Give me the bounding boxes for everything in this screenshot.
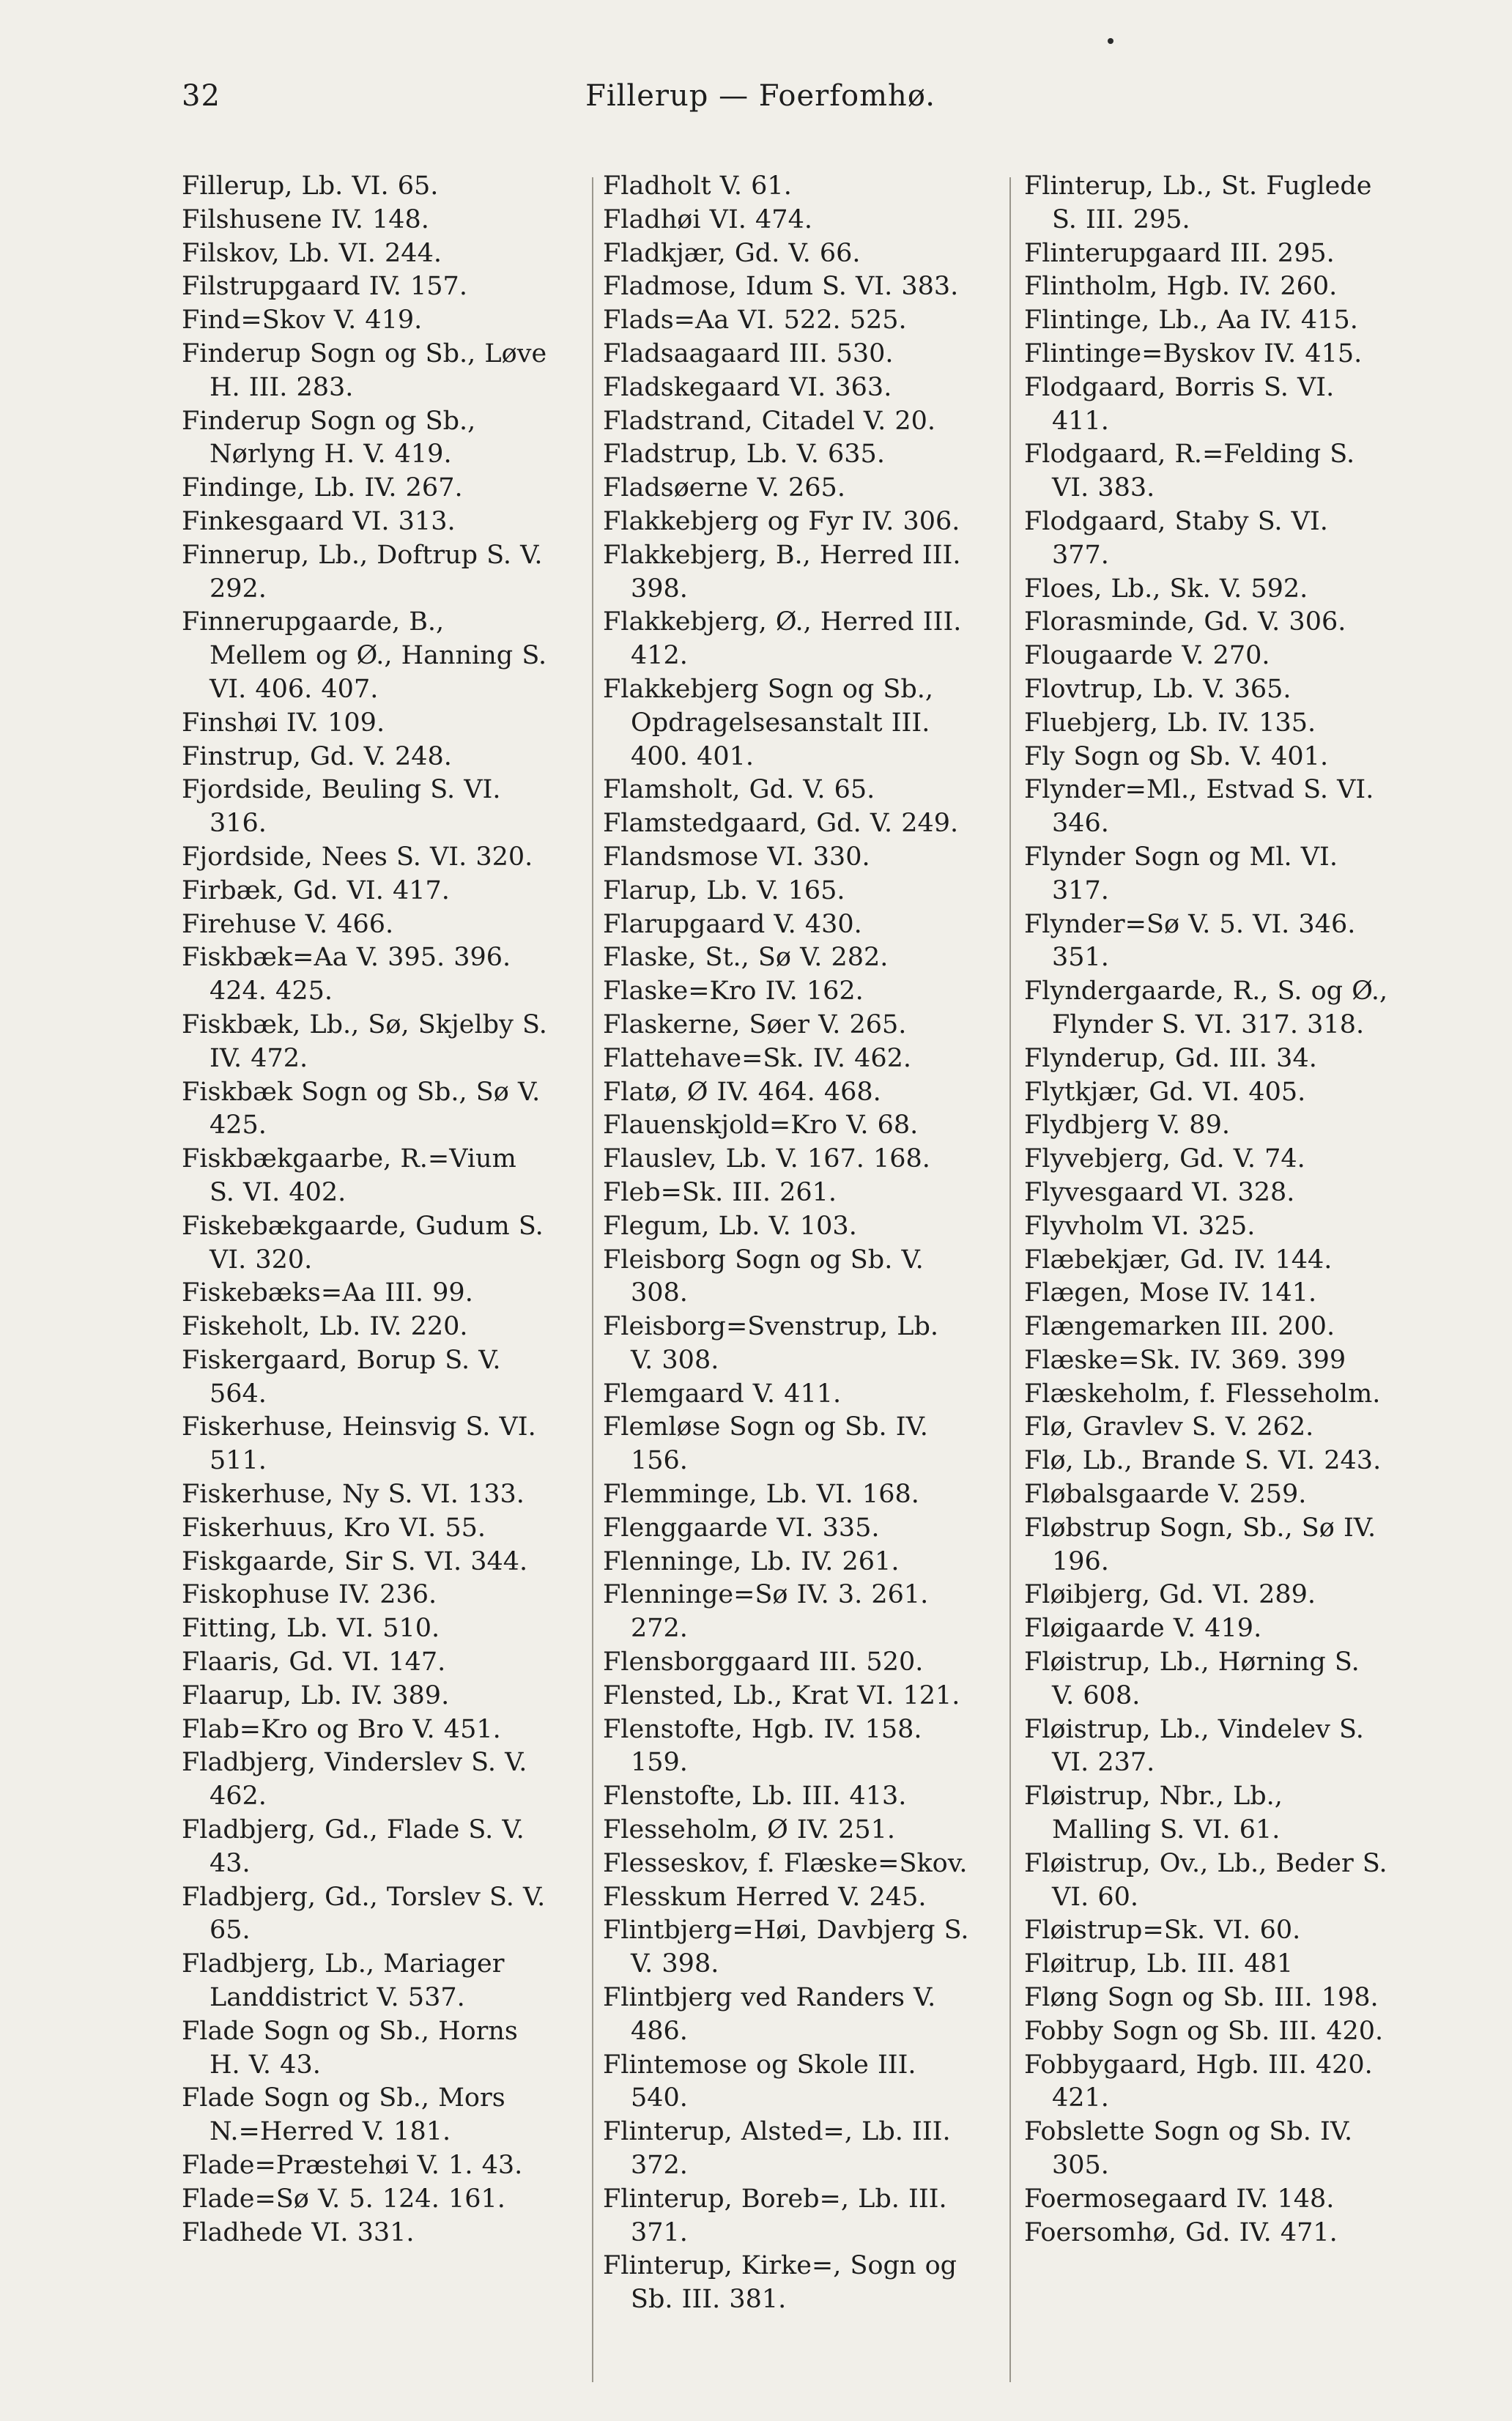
- index-entry: Flade Sogn og Sb., Horns H. V. 43.: [182, 2016, 518, 2080]
- index-entry: Fiskerhuus, Kro VI. 55.: [182, 1513, 486, 1543]
- index-entry: Fiskbækgaarbe, R.=Vium S. VI. 402.: [182, 1144, 516, 1207]
- index-entry: Flamsholt, Gd. V. 65.: [603, 775, 875, 805]
- index-entry: Fløistrup, Ov., Lb., Beder S. VI. 60.: [1024, 1848, 1387, 1912]
- index-entry: Flenninge, Lb. IV. 261.: [603, 1546, 900, 1576]
- index-entry: Finkesgaard VI. 313.: [182, 506, 456, 536]
- index-entry: Flodgaard, Staby S. VI. 377.: [1024, 506, 1328, 570]
- index-entry: Flade Sogn og Sb., Mors N.=Herred V. 181.: [182, 2083, 505, 2147]
- index-entry: Fluebjerg, Lb. IV. 135.: [1024, 708, 1316, 738]
- index-entry: Flatø, Ø IV. 464. 468.: [603, 1077, 881, 1107]
- index-entry: Firehuse V. 466.: [182, 909, 394, 939]
- index-entry: Fløistrup=Sk. VI. 60.: [1024, 1916, 1301, 1946]
- index-entry: Fobbygaard, Hgb. III. 420. 421.: [1024, 2050, 1373, 2113]
- index-entry: Fjordside, Beuling S. VI. 316.: [182, 775, 501, 839]
- index-entry: Flarup, Lb. V. 165.: [603, 875, 845, 905]
- index-entry: Fiskgaarde, Sir S. VI. 344.: [182, 1546, 528, 1576]
- index-entry: Flenninge=Sø IV. 3. 261. 272.: [603, 1580, 929, 1644]
- index-entry: Fladbjerg, Vinderslev S. V. 462.: [182, 1748, 527, 1812]
- index-entry: Finstrup, Gd. V. 248.: [182, 741, 452, 771]
- index-entry: Flade=Sø V. 5. 124. 161.: [182, 2184, 505, 2214]
- index-entry: Fiskbæk=Aa V. 395. 396. 424. 425.: [182, 943, 511, 1006]
- index-entry: Flemminge, Lb. VI. 168.: [603, 1480, 919, 1510]
- index-entry: Flattehave=Sk. IV. 462.: [603, 1043, 912, 1073]
- index-entry: Fladstrup, Lb. V. 635.: [603, 440, 885, 470]
- index-column-2: [603, 170, 969, 2317]
- index-entry: Flemløse Sogn og Sb. IV. 156.: [603, 1412, 928, 1476]
- index-column-1: [182, 170, 548, 2250]
- index-entry: Flyvholm VI. 325.: [1024, 1211, 1256, 1241]
- index-entry: Fladhede VI. 331.: [182, 2217, 415, 2247]
- index-entry: Flauenskjold=Kro V. 68.: [603, 1111, 919, 1141]
- index-entry: Fiskebæks=Aa III. 99.: [182, 1278, 473, 1308]
- index-entry: Foermosegaard IV. 148.: [1024, 2184, 1335, 2214]
- index-entry: Flæskeholm, f. Flesseholm.: [1024, 1379, 1381, 1409]
- index-entry: Flyvebjerg, Gd. V. 74.: [1024, 1144, 1305, 1174]
- index-entry: Fløigaarde V. 419.: [1024, 1614, 1262, 1644]
- index-entry: Flensborggaard III. 520.: [603, 1647, 924, 1677]
- index-entry: Flegum, Lb. V. 103.: [603, 1211, 857, 1241]
- index-entry: Floes, Lb., Sk. V. 592.: [1024, 574, 1308, 604]
- index-entry: Firbæk, Gd. VI. 417.: [182, 875, 450, 905]
- index-entry: Flaske=Kro IV. 162.: [603, 976, 864, 1006]
- index-entry: Fløitrup, Lb. III. 481: [1024, 1949, 1294, 1979]
- index-entry: Fiskbæk, Lb., Sø, Skjelby S. IV. 472.: [182, 1009, 547, 1073]
- index-entry: Flenstofte, Hgb. IV. 158. 159.: [603, 1714, 922, 1778]
- page-number: 32: [182, 79, 220, 113]
- index-entry: Flinterup, Boreb=, Lb. III. 371.: [603, 2184, 947, 2247]
- index-entry: Flakkebjerg og Fyr IV. 306.: [603, 506, 960, 536]
- index-entry: Flesseskov, f. Flæske=Skov.: [603, 1848, 968, 1878]
- index-entry: Flintinge=Byskov IV. 415.: [1024, 338, 1363, 368]
- index-entry: Finderup Sogn og Sb., Løve H. III. 283.: [182, 338, 547, 402]
- index-entry: Flaske, St., Sø V. 282.: [603, 943, 889, 973]
- index-entry: Flytkjær, Gd. VI. 405.: [1024, 1077, 1306, 1107]
- index-entry: Filstrupgaard IV. 157.: [182, 272, 467, 302]
- index-entry: Flinterup, Alsted=, Lb. III. 372.: [603, 2117, 951, 2181]
- index-entry: Fløistrup, Lb., Vindelev S. VI. 237.: [1024, 1714, 1364, 1778]
- running-head: Fillerup — Foerfomhø.: [585, 79, 935, 113]
- index-entry: Find=Skov V. 419.: [182, 305, 423, 335]
- index-entry: Flarupgaard V. 430.: [603, 909, 862, 939]
- index-entry: Fitting, Lb. VI. 510.: [182, 1614, 440, 1644]
- index-entry: Filshusene IV. 148.: [182, 204, 429, 234]
- index-entry: Fillerup, Lb. VI. 65.: [182, 171, 439, 201]
- index-entry: Flintinge, Lb., Aa IV. 415.: [1024, 305, 1358, 335]
- index-entry: Flintemose og Skole III. 540.: [603, 2050, 916, 2113]
- index-entry: Fløbstrup Sogn, Sb., Sø IV. 196.: [1024, 1513, 1376, 1576]
- index-entry: Flinterup, Kirke=, Sogn og Sb. III. 381.: [603, 2251, 957, 2315]
- index-entry: Flynder Sogn og Ml. VI. 317.: [1024, 842, 1338, 905]
- index-entry: Flenggaarde VI. 335.: [603, 1513, 880, 1543]
- index-entry: Flensted, Lb., Krat VI. 121.: [603, 1680, 960, 1710]
- index-entry: Fleisborg=Svenstrup, Lb. V. 308.: [603, 1312, 939, 1375]
- index-entry: Flyndergaarde, R., S. og Ø., Flynder S. VI. 317. 318.: [1024, 976, 1388, 1039]
- index-entry: Finshøi IV. 109.: [182, 708, 385, 738]
- index-entry: Flynderup, Gd. III. 34.: [1024, 1043, 1317, 1073]
- index-entry: Flydbjerg V. 89.: [1024, 1111, 1230, 1141]
- index-entry: Flab=Kro og Bro V. 451.: [182, 1714, 501, 1744]
- index-entry: Flynder=Ml., Estvad S. VI. 346.: [1024, 775, 1374, 839]
- index-entry: Fiskebækgaarde, Gudum S. VI. 320.: [182, 1211, 544, 1275]
- index-entry: Flesseholm, Ø IV. 251.: [603, 1815, 896, 1845]
- index-entry: Flø, Lb., Brande S. VI. 243.: [1024, 1446, 1382, 1476]
- index-entry: Fladhøi VI. 474.: [603, 204, 812, 234]
- index-entry: Fladholt V. 61.: [603, 171, 792, 201]
- index-entry: Fiskophuse IV. 236.: [182, 1580, 437, 1610]
- index-entry: Fladkjær, Gd. V. 66.: [603, 238, 861, 268]
- index-entry: Flintbjerg ved Randers V. 486.: [603, 1983, 936, 2046]
- index-entry: Fladskegaard VI. 363.: [603, 372, 892, 402]
- column-divider: [1009, 177, 1011, 2382]
- index-columns: [182, 170, 1388, 2382]
- index-entry: Findinge, Lb. IV. 267.: [182, 473, 463, 503]
- index-entry: Flandsmose VI. 330.: [603, 842, 870, 872]
- index-entry: Flynder=Sø V. 5. VI. 346. 351.: [1024, 909, 1356, 973]
- index-entry: Flægen, Mose IV. 141.: [1024, 1278, 1317, 1308]
- index-entry: Fladsøerne V. 265.: [603, 473, 845, 503]
- index-entry: Flinterupgaard III. 295.: [1024, 238, 1335, 268]
- index-entry: Foersomhø, Gd. IV. 471.: [1024, 2217, 1338, 2247]
- ink-dot: [1108, 38, 1113, 44]
- index-entry: Flaskerne, Søer V. 265.: [603, 1009, 907, 1039]
- index-entry: Fleb=Sk. III. 261.: [603, 1177, 837, 1207]
- index-entry: Fløibjerg, Gd. VI. 289.: [1024, 1580, 1316, 1610]
- page-header: [182, 79, 1339, 123]
- index-entry: Fladstrand, Citadel V. 20.: [603, 406, 935, 436]
- index-entry: Fly Sogn og Sb. V. 401.: [1024, 741, 1329, 771]
- index-entry: Fiskergaard, Borup S. V. 564.: [182, 1345, 501, 1409]
- index-entry: Flakkebjerg, B., Herred III. 398.: [603, 540, 961, 604]
- index-entry: Fiskeholt, Lb. IV. 220.: [182, 1312, 468, 1342]
- index-entry: Flenstofte, Lb. III. 413.: [603, 1782, 907, 1812]
- index-entry: Flaarup, Lb. IV. 389.: [182, 1680, 450, 1710]
- index-entry: Flakkebjerg, Ø., Herred III. 412.: [603, 607, 962, 671]
- index-entry: Flemgaard V. 411.: [603, 1379, 842, 1409]
- index-entry: Flæbekjær, Gd. IV. 144.: [1024, 1245, 1333, 1275]
- index-entry: Fiskerhuse, Ny S. VI. 133.: [182, 1480, 525, 1510]
- index-entry: Fladbjerg, Lb., Mariager Landdistrict V. 537.: [182, 1949, 505, 2013]
- index-entry: Flauslev, Lb. V. 167. 168.: [603, 1144, 930, 1174]
- index-entry: Flads=Aa VI. 522. 525.: [603, 305, 907, 335]
- index-entry: Fladbjerg, Gd., Torslev S. V. 65.: [182, 1882, 546, 1946]
- column-divider: [592, 177, 593, 2382]
- index-entry: Fløistrup, Nbr., Lb., Malling S. VI. 61.: [1024, 1782, 1283, 1845]
- index-entry: Flesskum Herred V. 245.: [603, 1882, 927, 1912]
- index-entry: Fleisborg Sogn og Sb. V. 308.: [603, 1245, 924, 1308]
- index-entry: Fobby Sogn og Sb. III. 420.: [1024, 2016, 1384, 2046]
- index-entry: Flaaris, Gd. VI. 147.: [182, 1647, 446, 1677]
- index-entry: Flade=Præstehøi V. 1. 43.: [182, 2151, 523, 2181]
- index-entry: Fløbalsgaarde V. 259.: [1024, 1480, 1307, 1510]
- index-entry: Flougaarde V. 270.: [1024, 641, 1270, 671]
- index-entry: Finderup Sogn og Sb., Nørlyng H. V. 419.: [182, 406, 476, 470]
- index-entry: Finnerupgaarde, B., Mellem og Ø., Hanning S. VI. 406. 407.: [182, 607, 547, 704]
- index-entry: Flinterup, Lb., St. Fuglede S. III. 295.: [1024, 171, 1372, 234]
- index-entry: Finnerup, Lb., Doftrup S. V. 292.: [182, 540, 543, 604]
- index-entry: Filskov, Lb. VI. 244.: [182, 238, 442, 268]
- index-entry: Fløng Sogn og Sb. III. 198.: [1024, 1983, 1379, 2013]
- index-entry: Flængemarken III. 200.: [1024, 1312, 1335, 1342]
- index-entry: Fladmose, Idum S. VI. 383.: [603, 272, 959, 302]
- index-entry: Flodgaard, R.=Felding S. VI. 383.: [1024, 440, 1355, 503]
- index-entry: Flintholm, Hgb. IV. 260.: [1024, 272, 1338, 302]
- index-entry: Fjordside, Nees S. VI. 320.: [182, 842, 533, 872]
- index-entry: Fløistrup, Lb., Hørning S. V. 608.: [1024, 1647, 1360, 1710]
- index-entry: Flovtrup, Lb. V. 365.: [1024, 674, 1292, 704]
- index-entry: Fiskbæk Sogn og Sb., Sø V. 425.: [182, 1077, 541, 1141]
- index-entry: Flakkebjerg Sogn og Sb., Opdragelsesanstalt III. 400. 401.: [603, 674, 934, 771]
- index-entry: Flamstedgaard, Gd. V. 249.: [603, 809, 959, 839]
- index-entry: Fobslette Sogn og Sb. IV. 305.: [1024, 2117, 1353, 2181]
- index-entry: Flodgaard, Borris S. VI. 411.: [1024, 372, 1335, 436]
- index-entry: Florasminde, Gd. V. 306.: [1024, 607, 1346, 637]
- index-entry: Flø, Gravlev S. V. 262.: [1024, 1412, 1314, 1442]
- index-entry: Fladbjerg, Gd., Flade S. V. 43.: [182, 1815, 525, 1878]
- index-entry: Flæske=Sk. IV. 369. 399: [1024, 1345, 1346, 1375]
- index-column-3: [1024, 170, 1390, 2250]
- index-entry: Flyvesgaard VI. 328.: [1024, 1177, 1295, 1207]
- index-entry: Flintbjerg=Høi, Davbjerg S. V. 398.: [603, 1916, 969, 1979]
- index-entry: Fiskerhuse, Heinsvig S. VI. 511.: [182, 1412, 536, 1476]
- index-entry: Fladsaagaard III. 530.: [603, 338, 894, 368]
